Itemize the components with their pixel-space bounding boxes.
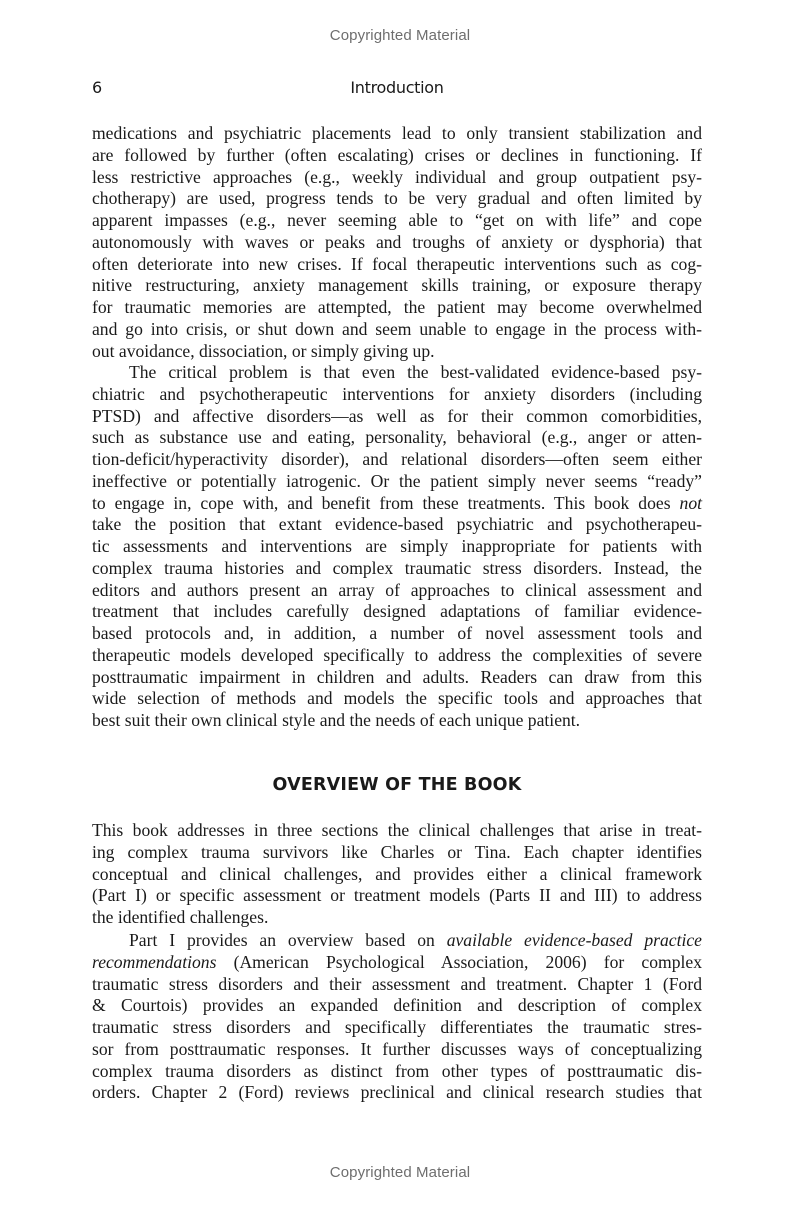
text-line xyxy=(92,952,702,974)
text-line: (Part I) or specific assessment or treatment models (Parts II and III) to address xyxy=(92,885,702,906)
text-line: traumatic stress disorders and specifically differentiates the traumatic stres- xyxy=(92,1017,702,1037)
section-heading: OVERVIEW OF THE BOOK xyxy=(272,775,522,795)
text-line: nitive restructuring, anxiety management skills training, or exposure therapy xyxy=(92,275,702,296)
page-number: 6 xyxy=(92,78,103,97)
text-line: wide selection of methods and models the specific tools and approaches that xyxy=(92,688,702,709)
text-line: medications and psychiatric placements lead to only transient stabilization and xyxy=(92,123,702,143)
text-line: & Courtois) provides an expanded definition and description of complex xyxy=(92,995,702,1016)
paragraph-overview xyxy=(92,820,702,929)
copyright-watermark-bottom: Copyrighted Material xyxy=(329,1164,471,1181)
text-run: to engage in, cope with, and benefit from these treatments. This book does xyxy=(92,492,671,513)
text-line: posttraumatic impairment in children and adults. Readers can draw from this xyxy=(92,666,702,687)
text-line: The critical problem is that even the best-validated evidence-based psy- xyxy=(129,362,702,382)
text-line xyxy=(92,493,702,515)
text-line: complex trauma histories and complex traumatic stress disorders. Instead, the xyxy=(92,557,702,578)
text-line: for traumatic memories are attempted, the patient may become overwhelmed xyxy=(92,297,702,317)
text-line: take the position that extant evidence-based psychiatric and psychotherapeu- xyxy=(92,514,702,535)
text-line: sor from posttraumatic responses. It further discusses ways of conceptualizing xyxy=(92,1038,702,1059)
running-head xyxy=(92,78,702,100)
paragraph-critical-problem xyxy=(92,362,702,732)
text-line: orders. Chapter 2 (Ford) reviews preclinical and clinical research studies that xyxy=(92,1082,702,1103)
emphasis-evidence-based: available evidence-based practice xyxy=(446,930,702,950)
text-line: ing complex trauma survivors like Charles or Tina. Each chapter identifies xyxy=(92,841,702,862)
text-line: editors and authors present an array of approaches to clinical assessment and xyxy=(92,579,702,600)
text-line: therapeutic models developed specifically to address the complexities of severe xyxy=(92,644,702,665)
text-line: traumatic stress disorders and their assessment and treatment. Chapter 1 (Ford xyxy=(92,973,702,994)
text-line: tion-deficit/hyperactivity disorder), and relational disorders—often seem either xyxy=(92,449,702,469)
text-line: chiatric and psychotherapeutic interventions for anxiety disorders (including xyxy=(92,383,702,404)
text-line: less restrictive approaches (e.g., weekly individual and group outpatient psy- xyxy=(92,166,702,187)
chapter-title: Introduction xyxy=(350,78,444,97)
text-line xyxy=(92,930,702,952)
emphasis-not: not xyxy=(679,492,702,513)
paragraph-part-one xyxy=(92,930,702,1104)
text-line: the identified challenges. xyxy=(92,907,269,927)
text-line: such as substance use and eating, personality, behavioral (e.g., anger or atten- xyxy=(92,427,702,448)
text-line: often deteriorate into new crises. If focal therapeutic interventions such as cog- xyxy=(92,253,702,274)
paragraph-continued xyxy=(92,123,702,362)
text-line: This book addresses in three sections the clinical challenges that arise in treat- xyxy=(92,820,702,840)
text-line: tic assessments and interventions are simply inappropriate for patients with xyxy=(92,536,702,556)
text-line: treatment that includes carefully designed adaptations of familiar evidence- xyxy=(92,601,702,622)
text-line: apparent impasses (e.g., never seeming able to “get on with life” and cope xyxy=(92,210,702,230)
emphasis-recommendations: recommendations xyxy=(92,951,217,972)
copyright-watermark-top: Copyrighted Material xyxy=(329,27,471,44)
text-line: best suit their own clinical style and the needs of each unique patient. xyxy=(92,710,581,730)
text-line: ineffective or potentially iatrogenic. Or the patient simply never seems “ready” xyxy=(92,470,702,491)
text-line: PTSD) and affective disorders—as well as for their common comorbidities, xyxy=(92,405,702,426)
text-line: out avoidance, dissociation, or simply giving up. xyxy=(92,340,435,361)
text-line: chotherapy) are used, progress tends to be very gradual and often limited by xyxy=(92,188,702,209)
text-line: conceptual and clinical challenges, and provides either a clinical framework xyxy=(92,863,702,884)
text-run: (American Psychological Association, 2006) for complex xyxy=(233,951,702,972)
text-line: are followed by further (often escalating) crises or declines in functioning. If xyxy=(92,144,702,165)
text-line: based protocols and, in addition, a number of novel assessment tools and xyxy=(92,623,702,643)
text-run: Part I provides an overview based on xyxy=(129,930,435,950)
text-line: complex trauma disorders as distinct from other types of posttraumatic dis- xyxy=(92,1060,702,1081)
text-line: autonomously with waves or peaks and troughs of anxiety or dysphoria) that xyxy=(92,231,702,252)
text-line: and go into crisis, or shut down and seem unable to engage in the process with- xyxy=(92,318,702,339)
